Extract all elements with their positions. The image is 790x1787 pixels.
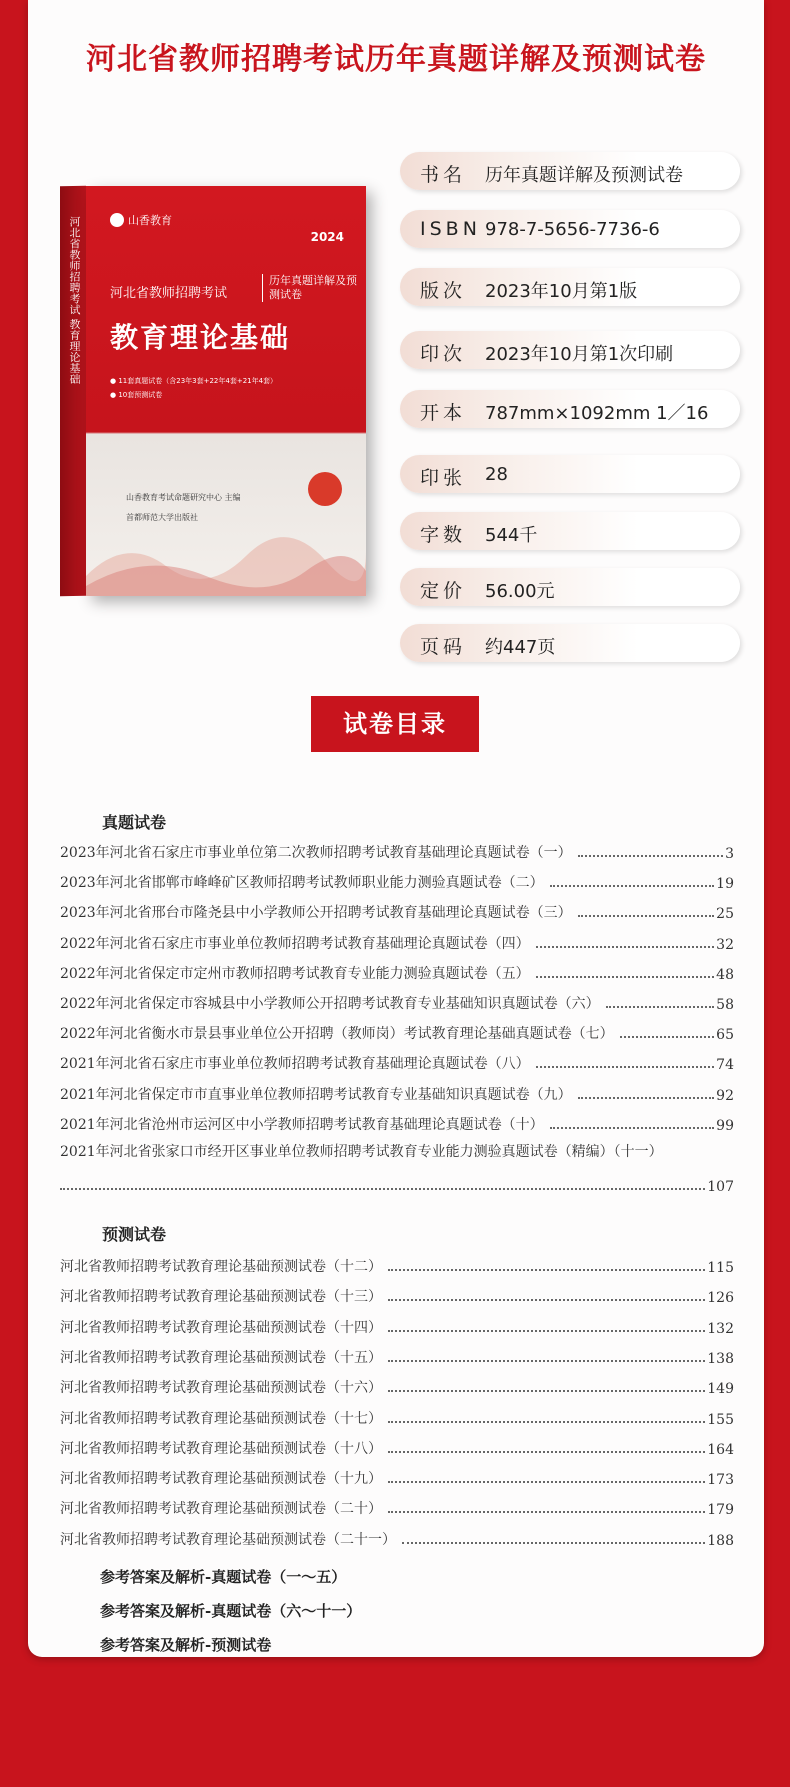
toc-row [60,1345,734,1367]
info-label: 定价 [420,580,467,602]
toc-page: 138 [707,1350,734,1367]
dot-leader [388,1451,705,1453]
toc-title: 河北省教师招聘考试教育理论基础预测试卷（十七） [60,1410,382,1427]
toc-row [60,870,734,892]
info-value: 56.00元 [485,581,555,602]
cover-bullet: ● 10套预测试卷 [110,391,163,399]
toc-page: 65 [716,1027,734,1044]
toc-title: 2021年河北省石家庄市事业单位教师招聘考试教育基础理论真题试卷（八） [60,1056,530,1073]
info-label: ISBN [420,218,481,240]
book-front [86,186,366,596]
info-value: 787mm×1092mm 1／16 [485,403,709,424]
toc-page: 99 [716,1117,734,1134]
dot-leader [550,1127,715,1129]
toc-page: 32 [716,936,734,953]
toc-row [60,1051,734,1073]
toc-row [60,1112,734,1134]
dot-leader [388,1360,705,1362]
toc-row [60,1375,734,1397]
dot-leader [388,1511,705,1513]
toc-row [60,1527,734,1549]
dot-leader [536,976,715,978]
info-row [400,455,756,495]
info-label: 版次 [420,280,467,302]
toc-title: 河北省教师招聘考试教育理论基础预测试卷（十九） [60,1471,382,1488]
toc-page: 25 [716,906,734,923]
toc-page: 149 [707,1381,734,1398]
toc-row [60,991,734,1013]
toc-page: 155 [707,1411,734,1428]
cover-editor: 山香教育考试命题研究中心 主编 [126,493,241,502]
toc-header-button: 试卷目录 [311,696,479,752]
toc-title: 河北省教师招聘考试教育理论基础预测试卷（十三） [60,1289,382,1306]
dot-leader [550,885,715,887]
toc-row [60,840,734,862]
toc-row [60,900,734,922]
dot-leader [388,1269,705,1271]
toc-title: 2023年河北省邢台市隆尧县中小学教师公开招聘考试教育基础理论真题试卷（三） [60,905,572,922]
toc-row [60,1496,734,1518]
info-row [400,512,756,552]
toc-page: 132 [707,1320,734,1337]
toc-page: 3 [725,846,734,862]
info-row [400,152,756,192]
toc-page: 179 [707,1502,734,1519]
toc-page: 92 [716,1087,734,1104]
cover-press: 首都师范大学出版社 [126,513,198,522]
info-row [400,210,756,250]
logo-icon [110,213,124,227]
info-row [400,268,756,308]
spine-text: 河北省教师招聘考试 教育理论基础 [68,215,81,385]
info-value: 历年真题详解及预测试卷 [485,165,683,186]
toc-page: 173 [707,1472,734,1489]
toc-row [60,1082,734,1104]
toc-title: 河北省教师招聘考试教育理论基础预测试卷（十二） [60,1259,382,1275]
toc-row [60,1284,734,1306]
section-title-pred: 预测试卷 [102,1225,167,1244]
toc-row [60,1021,734,1043]
toc-page: 19 [716,876,734,893]
page-title: 河北省教师招聘考试历年真题详解及预测试卷 [86,42,706,77]
toc-title: 2022年河北省衡水市景县事业单位公开招聘（教师岗）考试教育理论基础真题试卷（七） [60,1026,614,1043]
toc-title: 2023年河北省石家庄市事业单位第二次教师招聘考试教育基础理论真题试卷（一） [60,845,572,861]
dot-leader [578,1097,715,1099]
toc-page: 74 [716,1057,734,1074]
info-label: 页码 [420,636,467,658]
dot-leader [536,946,715,948]
toc-row [60,1436,734,1458]
content-card [28,0,764,1657]
info-value: 978-7-5656-7736-6 [485,219,660,240]
toc-title: 河北省教师招聘考试教育理论基础预测试卷（十八） [60,1440,382,1457]
info-label: 书名 [420,164,467,186]
toc-row-long-page: 107 [60,1173,734,1195]
toc-row [60,1406,734,1428]
cover-year: 2024 [310,230,344,244]
dot-leader [620,1036,715,1038]
toc-title: 河北省教师招聘考试教育理论基础预测试卷（二十一） [60,1531,396,1548]
cover-series: 河北省教师招聘考试 [110,286,228,301]
publisher-logo: 山香教育 [110,212,172,228]
info-row [400,624,756,664]
toc-title: 2021年河北省沧州市运河区中小学教师招聘考试教育基础理论真题试卷（十） [60,1116,544,1133]
toc-row [60,1466,734,1488]
info-label: 开本 [420,402,467,424]
dot-leader [388,1390,705,1392]
dot-leader [536,1066,715,1068]
toc-title: 河北省教师招聘考试教育理论基础预测试卷（二十） [60,1501,382,1518]
info-row [400,331,756,371]
toc-page: 188 [707,1532,734,1549]
cover-bullet: ● 11套真题试卷（含23年3套+22年4套+21年4套） [110,377,278,385]
dot-leader [388,1421,705,1423]
toc-row [60,1315,734,1337]
toc-row [60,1254,734,1276]
toc-title: 河北省教师招聘考试教育理论基础预测试卷（十四） [60,1319,382,1336]
dot-leader [578,855,723,857]
info-row [400,390,756,430]
dot-leader [606,1006,715,1008]
cover-main-title: 教育理论基础 [110,321,291,354]
dot-leader [402,1542,705,1544]
answer-link: 参考答案及解析-预测试卷 [100,1636,272,1654]
toc-page: 115 [707,1260,734,1276]
info-value: 544千 [485,525,538,546]
hills-illustration [86,516,366,596]
toc-title: 2023年河北省邯郸市峰峰矿区教师招聘考试教师职业能力测验真题试卷（二） [60,875,544,892]
toc-title: 河北省教师招聘考试教育理论基础预测试卷（十六） [60,1380,382,1397]
toc-title: 2022年河北省保定市定州市教师招聘考试教育专业能力测验真题试卷（五） [60,965,530,982]
toc-row [60,961,734,983]
toc-page: 58 [716,997,734,1013]
toc-row-long: 2021年河北省张家口市经开区事业单位教师招聘考试教育专业能力测验真题试卷（精编）（十一） [60,1144,663,1160]
toc-page: 164 [707,1441,734,1458]
book-spine [60,186,86,596]
info-value: 2023年10月第1版 [485,281,638,302]
info-label: 印次 [420,343,467,365]
book-cover-image [60,186,357,596]
dot-leader [388,1299,705,1301]
toc-title: 2021年河北省保定市市直事业单位教师招聘考试教育专业基础知识真题试卷（九） [60,1086,572,1103]
cover-series-sub: 历年真题详解及预测试卷 [262,274,366,302]
dot-leader [578,915,715,917]
sun-icon [308,472,342,506]
dot-leader [388,1330,705,1332]
info-label: 印张 [420,467,467,489]
info-value: 28 [485,464,508,485]
answer-link: 参考答案及解析-真题试卷（六～十一） [100,1602,362,1620]
toc-title: 2022年河北省保定市容城县中小学教师公开招聘考试教育专业基础知识真题试卷（六） [60,996,600,1012]
toc-title: 2022年河北省石家庄市事业单位教师招聘考试教育基础理论真题试卷（四） [60,935,530,952]
toc-row [60,931,734,953]
info-value: 2023年10月第1次印刷 [485,344,674,365]
info-label: 字数 [420,524,467,546]
toc-title: 河北省教师招聘考试教育理论基础预测试卷（十五） [60,1349,382,1366]
dot-leader [388,1481,705,1483]
info-value: 约447页 [485,637,556,658]
info-row [400,568,756,608]
section-title-real: 真题试卷 [102,813,167,832]
answer-link: 参考答案及解析-真题试卷（一～五） [100,1568,347,1586]
toc-page: 48 [716,966,734,983]
toc-page: 126 [707,1290,734,1307]
